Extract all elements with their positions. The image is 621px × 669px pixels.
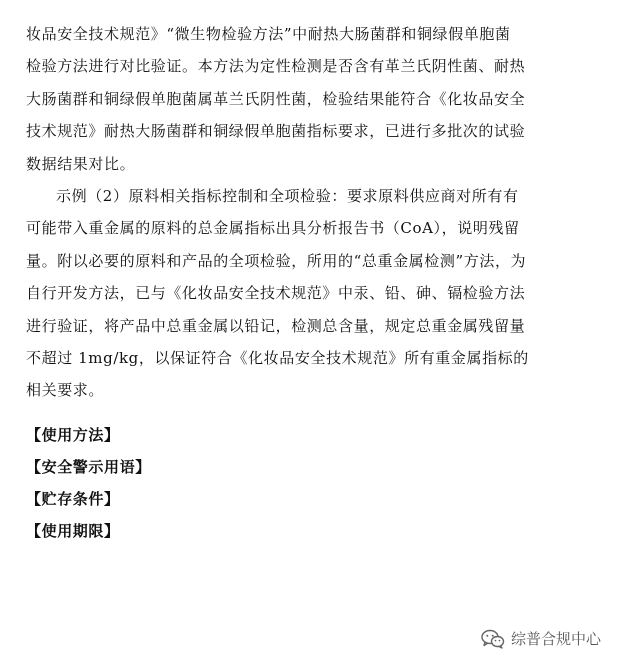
- heading-storage-conditions: 【贮存条件】: [26, 489, 120, 508]
- paragraph-line: 数据结果对比。: [26, 154, 136, 173]
- paragraph-line: 大肠菌群和铜绿假单胞菌属革兰氏阴性菌，检验结果能符合《化妆品安全: [26, 89, 526, 108]
- watermark-text: 综普合规中心: [510, 630, 601, 648]
- paragraph-line: 可能带入重金属的原料的总金属指标出具分析报告书（CoA），说明残留: [26, 219, 520, 238]
- section-headings: [26, 419, 601, 547]
- paragraph-line: 不超过 1mg/kg，以保证符合《化妆品安全技术规范》所有重金属指标的: [26, 349, 529, 368]
- document-body: [26, 18, 601, 547]
- heading-shelf-life: 【使用期限】: [26, 521, 120, 540]
- heading-usage: 【使用方法】: [26, 425, 120, 444]
- paragraph-line: 检验方法进行对比验证。本方法为定性检测是否含有革兰氏阴性菌、耐热: [26, 57, 526, 76]
- paragraph-2: [26, 180, 601, 407]
- paragraph-line: 技术规范》耐热大肠菌群和铜绿假单胞菌指标要求，已进行多批次的试验: [26, 122, 526, 141]
- heading-safety-warning: 【安全警示用语】: [26, 457, 151, 476]
- paragraph-line: 进行验证，将产品中总重金属以铅记，检测总含量，规定总重金属残留量: [26, 316, 526, 335]
- wechat-icon: [481, 629, 505, 649]
- watermark: [481, 628, 601, 649]
- paragraph-1: [26, 18, 601, 180]
- paragraph-line: 示例（2）原料相关指标控制和全项检验：要求原料供应商对所有有: [56, 187, 519, 206]
- paragraph-line: 自行开发方法，已与《化妆品安全技术规范》中汞、铅、砷、镉检验方法: [26, 284, 526, 303]
- paragraph-line: 量。附以必要的原料和产品的全项检验，所用的“总重金属检测”方法，为: [26, 251, 527, 270]
- paragraph-line: 妆品安全技术规范》“微生物检验方法”中耐热大肠菌群和铜绿假单胞菌: [26, 25, 511, 43]
- paragraph-line: 相关要求。: [26, 381, 105, 400]
